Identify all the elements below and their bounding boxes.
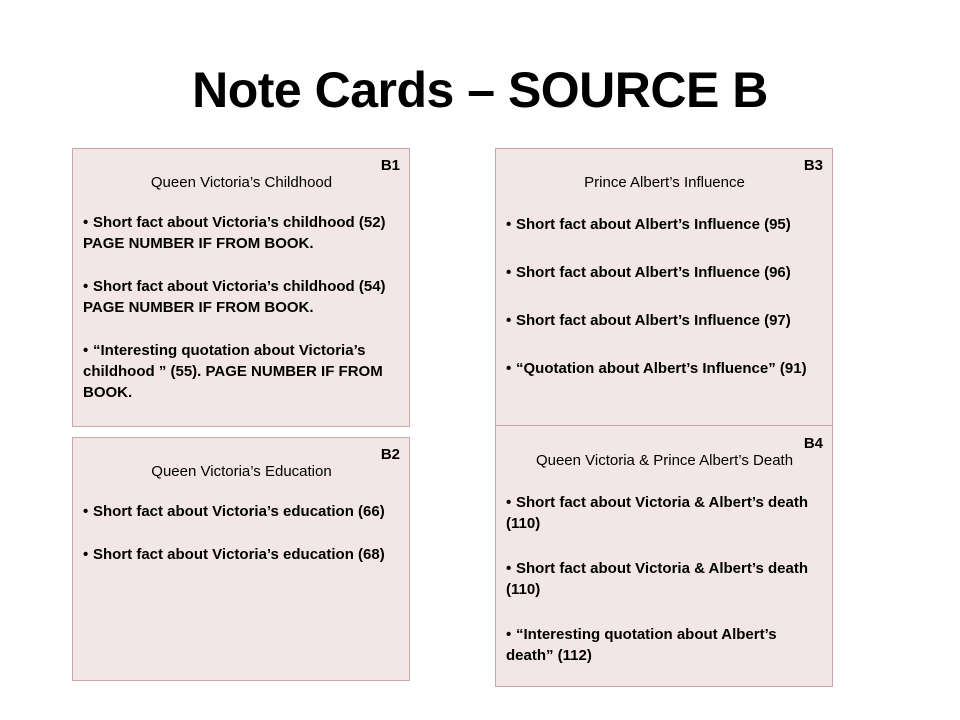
card-bullet-item [83,276,400,318]
card-code: B2 [380,446,400,463]
bullet-icon: • [506,264,512,281]
card-bullet-item [506,358,823,379]
card-item-text: “Interesting quotation about Albert’s death” (112) [506,626,777,664]
card-code: B1 [380,157,400,174]
card-bullet-item [506,262,823,283]
card-item-text: Short fact about Victoria’s education (68) [93,546,385,563]
card-bullet-item [83,212,400,254]
card-item-text: Short fact about Victoria’s childhood (54) PAGE NUMBER IF FROM BOOK. [83,278,386,316]
bullet-icon: • [506,216,512,233]
card-bullet-item [506,310,823,331]
card-item-text: Short fact about Albert’s Influence (96) [516,264,791,281]
card-heading: Queen Victoria’s Education [151,463,332,480]
card-code: B3 [803,157,823,174]
note-card-b1 [72,148,410,427]
bullet-icon: • [506,494,512,511]
card-bullet-item [506,558,823,600]
bullet-icon: • [506,312,512,329]
card-heading: Prince Albert’s Influence [584,174,745,191]
card-item-text: Short fact about Albert’s Influence (97) [516,312,791,329]
note-card-b4 [495,425,833,687]
page-title: Note Cards – SOURCE B [192,62,768,118]
card-code: B4 [803,435,823,452]
card-item-text: Short fact about Victoria & Albert’s death (110) [506,560,808,598]
bullet-icon: • [83,342,89,359]
bullet-icon: • [83,278,89,295]
card-item-text: “Interesting quotation about Victoria’s childhood ” (55). PAGE NUMBER IF FROM BOOK. [83,342,383,401]
bullet-icon: • [83,503,89,520]
card-bullet-item [83,501,400,522]
bullet-icon: • [506,560,512,577]
card-bullet-item [506,624,823,666]
card-bullet-item [83,544,400,565]
card-item-text: “Quotation about Albert’s Influence” (91) [516,360,807,377]
bullet-icon: • [83,214,89,231]
card-bullet-item [506,492,823,534]
card-item-text: Short fact about Victoria’s childhood (52) PAGE NUMBER IF FROM BOOK. [83,214,386,252]
card-item-text: Short fact about Victoria & Albert’s death (110) [506,494,808,532]
card-bullet-item [83,340,400,403]
card-heading: Queen Victoria’s Childhood [150,174,333,191]
card-heading: Queen Victoria & Prince Albert’s Death [535,452,794,469]
note-card-b3 [495,148,833,427]
card-bullet-item [506,214,823,235]
bullet-icon: • [506,626,512,643]
note-card-b2 [72,437,410,681]
card-item-text: Short fact about Albert’s Influence (95) [516,216,791,233]
card-item-text: Short fact about Victoria’s education (66) [93,503,385,520]
bullet-icon: • [506,360,512,377]
bullet-icon: • [83,546,89,563]
